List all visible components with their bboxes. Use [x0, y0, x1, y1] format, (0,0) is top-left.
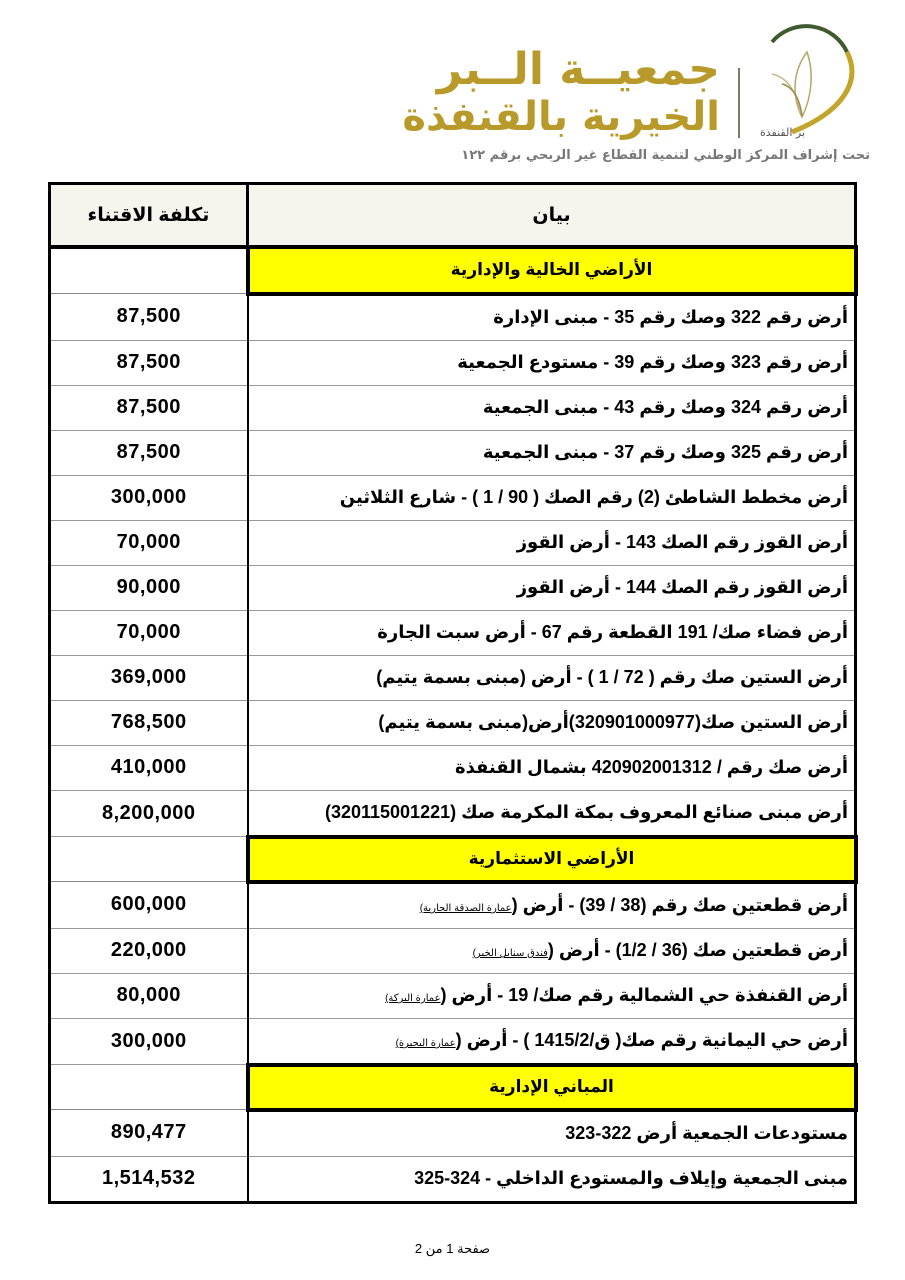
asset-description: أرض صك رقم / 420902001312 بشمال القنفذة: [454, 757, 848, 777]
acquisition-cost: 87,500: [50, 385, 248, 430]
table-row: [50, 430, 856, 475]
asset-description: أرض القوز رقم الصك 144 - أرض القوز: [516, 577, 848, 597]
asset-description: أرض مخطط الشاطئ (2) رقم الصك ( 90 / 1 ) - شارع الثلاثين: [339, 487, 848, 507]
asset-note: فندق سنابل الخير): [472, 948, 548, 959]
asset-note: عمارة البركة): [385, 993, 441, 1004]
section-cost-empty: [50, 1065, 248, 1110]
asset-description: أرض مبنى صنائع المعروف بمكة المكرمة صك (320115001221): [324, 802, 848, 822]
asset-description: مستودعات الجمعية أرض 322-323: [565, 1123, 848, 1143]
asset-description: أرض رقم 325 وصك رقم 37 - مبنى الجمعية: [482, 442, 848, 462]
section-title: المباني الإدارية: [248, 1065, 856, 1110]
asset-description: أرض رقم 322 وصك رقم 35 - مبنى الإدارة: [493, 307, 848, 327]
table-row: [50, 475, 856, 520]
section-cost-empty: [50, 837, 248, 882]
asset-description-cell: [248, 565, 856, 610]
table-row: [50, 520, 856, 565]
asset-description: أرض رقم 323 وصك رقم 39 - مستودع الجمعية: [457, 352, 848, 372]
acquisition-cost: 369,000: [50, 655, 248, 700]
asset-description: أرض رقم 324 وصك رقم 43 - مبنى الجمعية: [482, 397, 848, 417]
logo-divider: [738, 68, 740, 138]
table-row: [50, 294, 856, 341]
table-row: [50, 882, 856, 929]
table-row: [50, 790, 856, 837]
acquisition-cost: 768,500: [50, 700, 248, 745]
table-row: [50, 565, 856, 610]
asset-description: أرض فضاء صك/ 191 القطعة رقم 67 - أرض سبت الجارة: [377, 622, 848, 642]
asset-description-cell: [248, 655, 856, 700]
table-row: [50, 1156, 856, 1202]
section-cost-empty: [50, 247, 248, 294]
acquisition-cost: 8,200,000: [50, 790, 248, 837]
table-row: [50, 385, 856, 430]
acquisition-cost: 300,000: [50, 1018, 248, 1065]
column-header-description: بيان: [248, 184, 856, 248]
acquisition-cost: 80,000: [50, 973, 248, 1018]
asset-description-cell: [248, 520, 856, 565]
asset-description-cell: [248, 745, 856, 790]
table-row: [50, 1018, 856, 1065]
page-number: صفحة 1 من 2: [414, 1241, 491, 1256]
asset-description-cell: [248, 790, 856, 837]
section-title: الأراضي الاستثمارية: [248, 837, 856, 882]
asset-description: أرض حي اليمانية رقم صك( ق/1415/2 ) - أرض (: [455, 1030, 848, 1050]
asset-description-cell: [248, 700, 856, 745]
asset-note: عمارة البحيرة): [395, 1038, 456, 1049]
logo-caption: بر القنفذة: [760, 126, 806, 139]
section-header-row: [50, 247, 856, 294]
logo-subtitle: تحت إشراف المركز الوطني لتنمية القطاع غير الربحي برقم ١٢٢: [461, 148, 870, 163]
asset-description-cell: [248, 294, 856, 341]
asset-description-cell: [248, 340, 856, 385]
asset-description-cell: [248, 1018, 856, 1065]
leaf-emblem-icon: [752, 12, 862, 142]
table-row: [50, 1110, 856, 1157]
asset-description-cell: [248, 430, 856, 475]
acquisition-cost: 220,000: [50, 928, 248, 973]
logo-title-line-1: جمعيــة الــبر: [436, 44, 720, 95]
acquisition-cost: 300,000: [50, 475, 248, 520]
acquisition-cost: 87,500: [50, 294, 248, 341]
table-row: [50, 655, 856, 700]
asset-description-cell: [248, 928, 856, 973]
asset-description-cell: [248, 882, 856, 929]
table-row: [50, 745, 856, 790]
acquisition-cost: 70,000: [50, 520, 248, 565]
acquisition-cost: 87,500: [50, 340, 248, 385]
acquisition-cost: 1,514,532: [50, 1156, 248, 1202]
table-row: [50, 973, 856, 1018]
assets-table: [48, 182, 858, 1204]
table-row: [50, 928, 856, 973]
logo-title-line-2: الخيرية بالقنفذة: [402, 94, 720, 140]
asset-description-cell: [248, 973, 856, 1018]
table-body: [50, 247, 856, 1202]
acquisition-cost: 890,477: [50, 1110, 248, 1157]
table-header-row: [50, 184, 856, 248]
column-header-cost: تكلفة الاقتناء: [50, 184, 248, 248]
table-row: [50, 610, 856, 655]
asset-description-cell: [248, 475, 856, 520]
asset-description: أرض القوز رقم الصك 143 - أرض القوز: [516, 532, 848, 552]
asset-description-cell: [248, 1156, 856, 1202]
acquisition-cost: 410,000: [50, 745, 248, 790]
asset-description: أرض قطعتين صك رقم (38 / 39) - أرض (: [511, 895, 848, 915]
section-title: الأراضي الخالية والإدارية: [248, 247, 856, 294]
organization-logo: [402, 8, 870, 168]
acquisition-cost: 87,500: [50, 430, 248, 475]
asset-description-cell: [248, 610, 856, 655]
acquisition-cost: 70,000: [50, 610, 248, 655]
section-header-row: [50, 1065, 856, 1110]
asset-description: أرض الستين صك رقم ( 72 / 1 ) - أرض (مبنى بسمة يتيم): [376, 667, 848, 687]
asset-note: عمارة الصدقة الجارية): [419, 903, 512, 914]
asset-description-cell: [248, 1110, 856, 1157]
table-row: [50, 700, 856, 745]
asset-description: مبنى الجمعية وإيلاف والمستودع الداخلي - 324-325: [414, 1168, 848, 1188]
acquisition-cost: 90,000: [50, 565, 248, 610]
acquisition-cost: 600,000: [50, 882, 248, 929]
asset-description: أرض قطعتين صك (36 / 1/2) - أرض (: [547, 940, 848, 960]
asset-description-cell: [248, 385, 856, 430]
table-row: [50, 340, 856, 385]
section-header-row: [50, 837, 856, 882]
asset-description: أرض الستين صك(320901000977)أرض(مبنى بسمة يتيم): [378, 712, 848, 732]
asset-description: أرض القنفذة حي الشمالية رقم صك/ 19 - أرض (: [440, 985, 848, 1005]
